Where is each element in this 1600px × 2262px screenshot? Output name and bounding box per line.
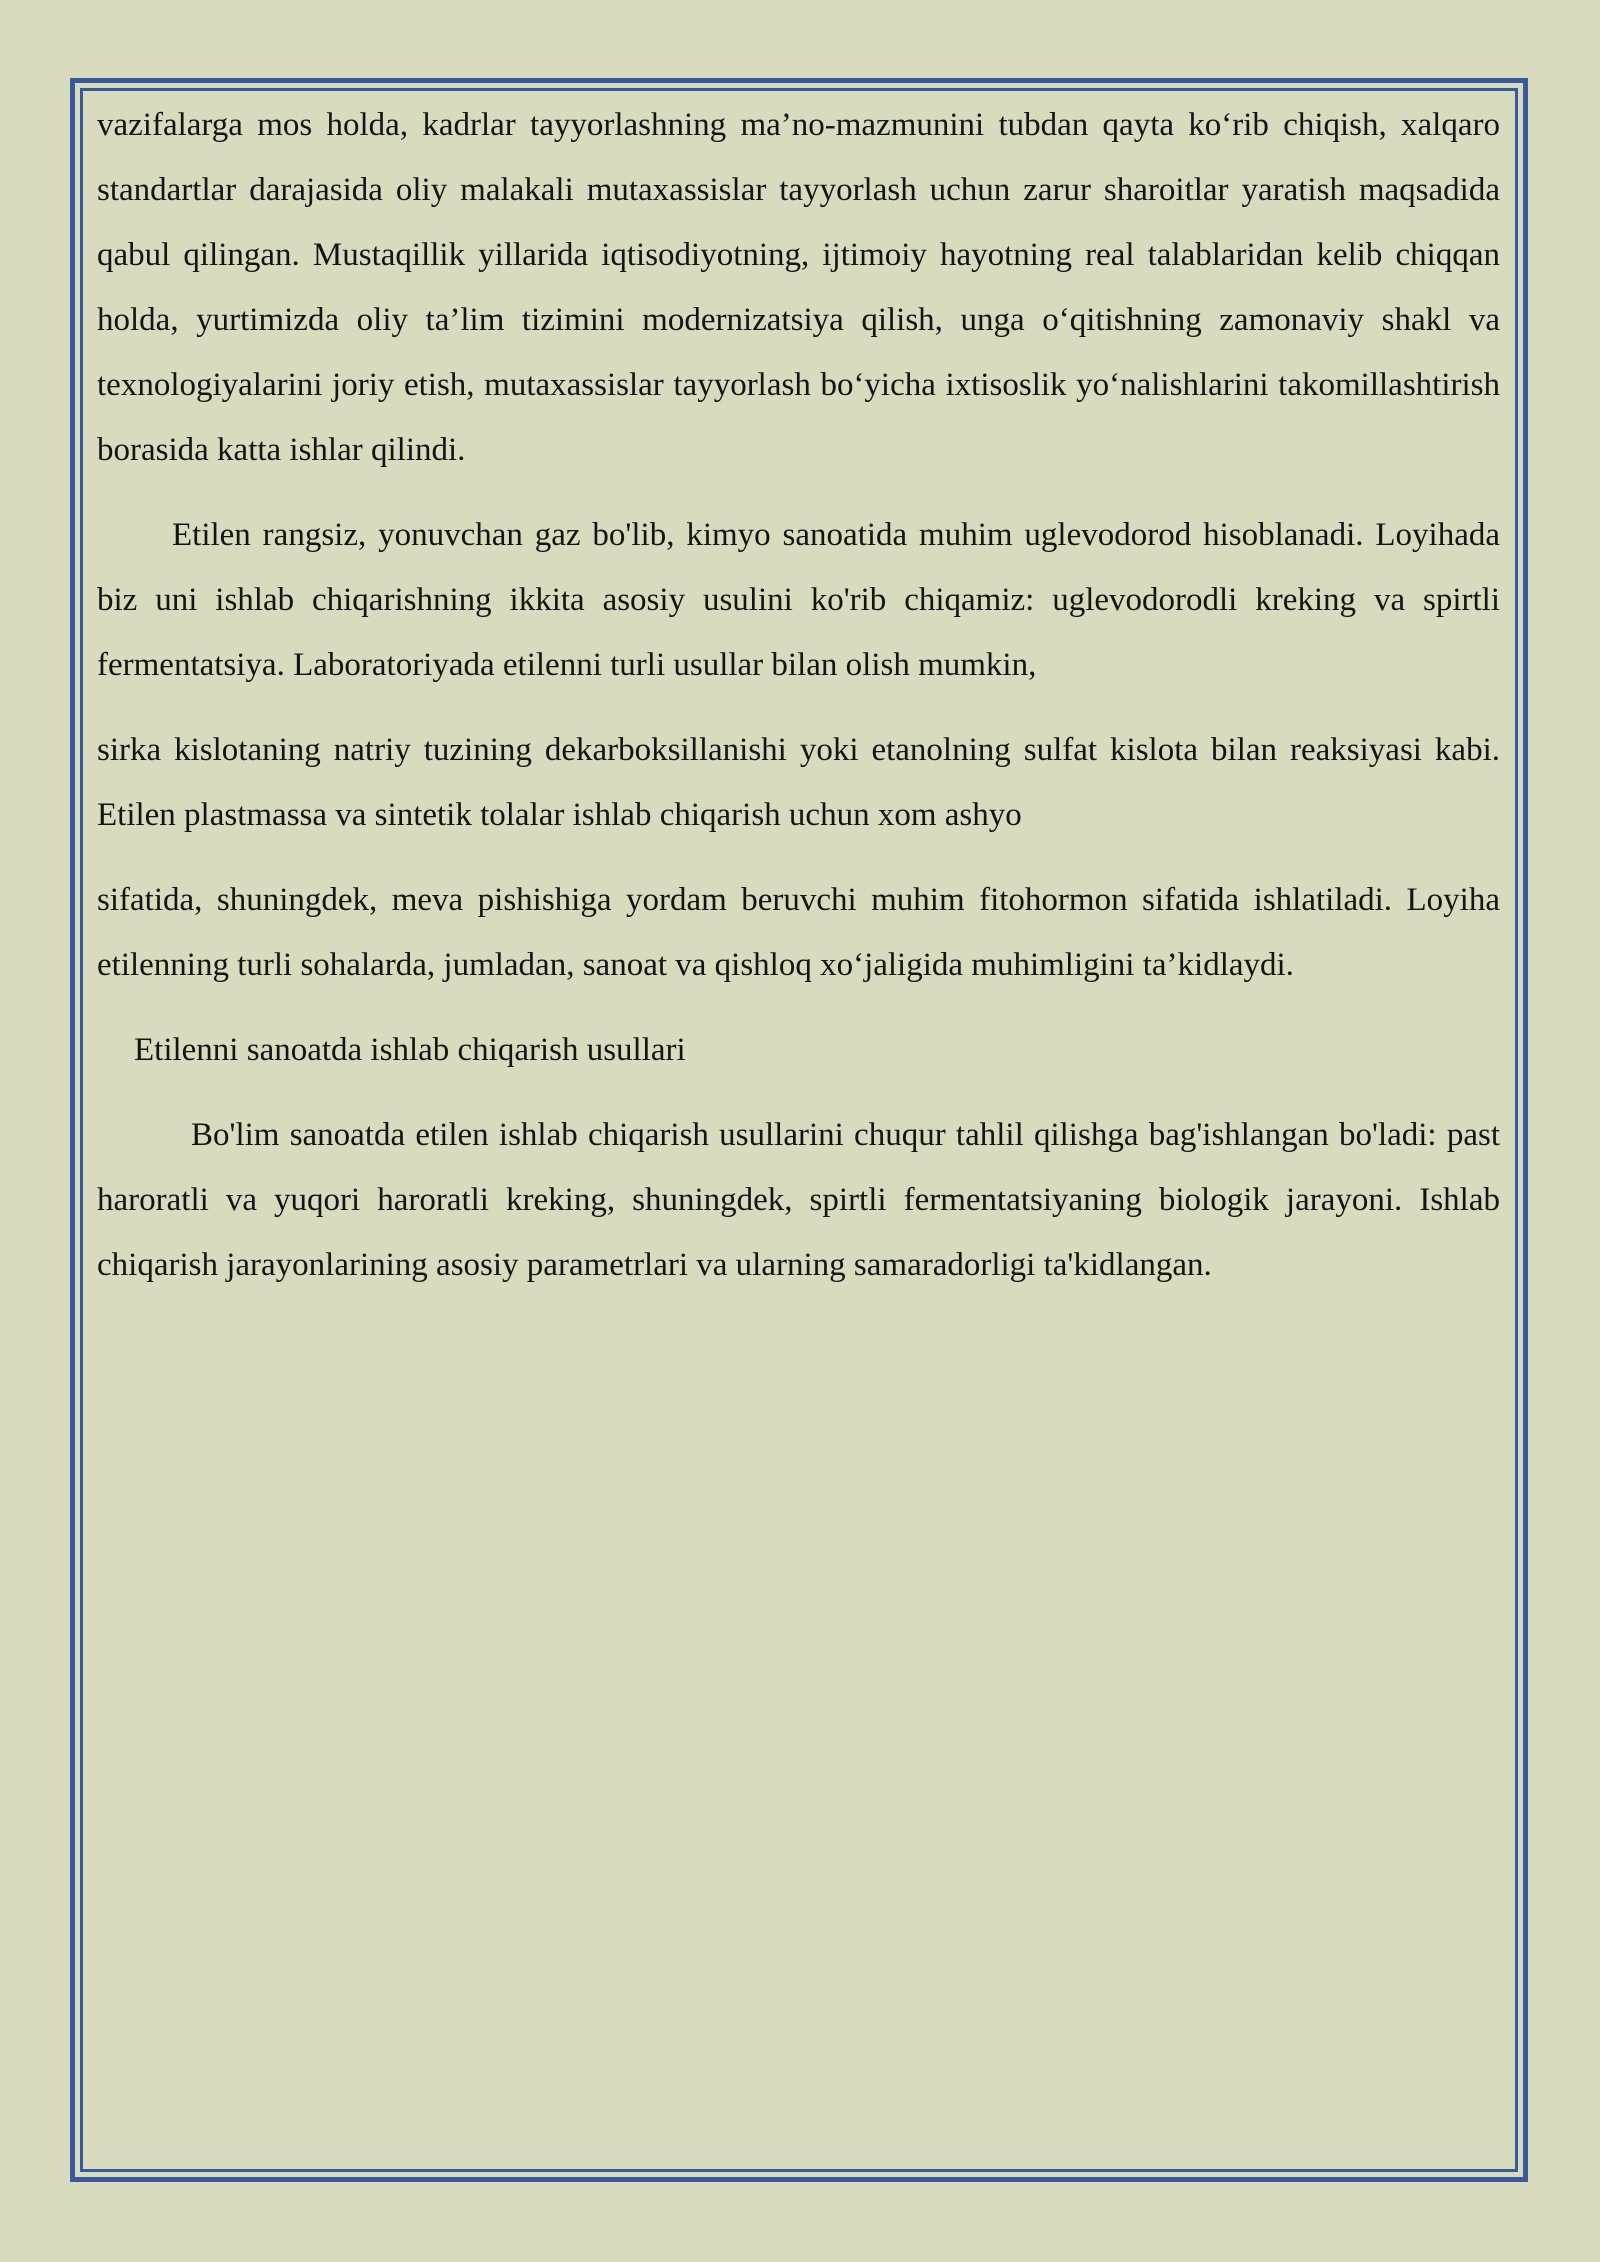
document-body	[97, 93, 1500, 1298]
section-heading: Etilenni sanoatda ishlab chiqarish usullari	[134, 1032, 686, 1068]
paragraph-4: sifatida, shuningdek, meva pishishiga yordam beruvchi muhim fitohormon sifatida ishlatiladi. Loyiha etilenning turli sohalarda, jumladan, sanoat va qishloq xo‘jaligida muhimligini ta’kidlaydi.	[97, 882, 1500, 983]
paragraph-5: Bo'lim sanoatda etilen ishlab chiqarish usullarini chuqur tahlil qilishga bag'ishlangan bo'ladi: past haroratli va yuqori haroratli kreking, shuningdek, spirtli fermentatsiyaning biologik jarayoni. Ishlab chiqarish jarayonlarining asosiy parametrlari va ularning samaradorligi ta'kidlangan.	[97, 1117, 1500, 1283]
paragraph-2: Etilen rangsiz, yonuvchan gaz bo'lib, kimyo sanoatida muhim uglevodorod hisoblanadi. Loyihada biz uni ishlab chiqarishning ikkita asosiy usulini ko'rib chiqamiz: uglevodorodli kreking va spirtli fermentatsiya. Laboratoriyada etilenni turli usullar bilan olish mumkin,	[97, 517, 1500, 683]
paragraph-3: sirka kislotaning natriy tuzining dekarboksillanishi yoki etanolning sulfat kislota bilan reaksiyasi kabi. Etilen plastmassa va sintetik tolalar ishlab chiqarish uchun xom ashyo	[97, 732, 1500, 833]
paragraph-1: vazifalarga mos holda, kadrlar tayyorlashning ma’no-mazmunini tubdan qayta ko‘rib chiqish, xalqaro standartlar darajasida oliy malakali mutaxassislar tayyorlash uchun zarur sharoitlar yaratish maqsadida qabul qilingan. Mustaqillik yillarida iqtisodiyotning, ijtimoiy hayotning real talablaridan kelib chiqqan holda, yurtimizda oliy ta’lim tizimini modernizatsiya qilish, unga o‘qitishning zamonaviy shakl va texnologiyalarini joriy etish, mutaxassislar tayyorlash bo‘yicha ixtisoslik yo‘nalishlarini takomillashtirish borasida katta ishlar qilindi.	[97, 107, 1500, 468]
